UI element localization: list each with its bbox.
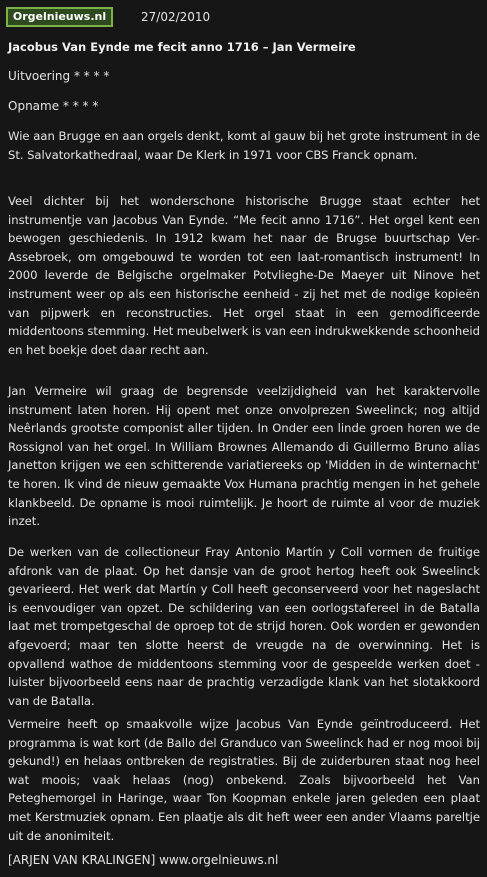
performance-rating: Uitvoering * * * * [8, 69, 110, 83]
source-badge[interactable]: Orgelnieuws.nl [6, 7, 113, 27]
paragraph-2: Veel dichter bij het wonderschone historische Brugge staat echter het instrumentje van Jacobus Van Eynde. “Me fecit anno 1716”. Het orgel kent een bewogen geschiedenis. In 1912 kwam het naar de Brugse buurtschap Ver-Assebroek, om omgebouwd te worden tot een laat-romantisch instrument! In 2000 leverde de Belgische orgelmaker Potvlieghe-De Maeyer uit Ninove het instrument weer op als een historische eenheid - zij het met de nodige kopieën van pijpwerk en reconstructies. Het orgel staat in een gemodificeerde middentoons stemming. Het meubelwerk is van een indrukwekkende schoonheid en het boekje doet daar recht aan. [8, 194, 480, 357]
paragraph-3: Jan Vermeire wil graag de begrensde veelzijdigheid van het karaktervolle instrument laten horen. Hij opent met onze onvolprezen Sweelinck; nog altijd Neêrlands grootste componist aller tijden. In Onder een linde groen horen we de Rossignol van het orgel. In William Brownes Allemando di Guillermo Bruno alias Janetton krijgen we een schitterende variatiereeks op 'Midden in de winternacht' te horen. Ik vind de nieuw gemaakte Vox Humana prachtig mengen in het gehele klankbeeld. De opname is mooi ruimtelijk. Je hoort de ruimte al voor de muziek inzet. [8, 384, 480, 529]
paragraph-1: Wie aan Brugge en aan orgels denkt, komt al gauw bij het grote instrument in de St. Salvatorkathedraal, waar De Klerk in 1971 voor CBS Franck opnam. [8, 129, 480, 162]
review-title: Jacobus Van Eynde me fecit anno 1716 – Jan Vermeire [8, 40, 356, 54]
paragraph-4: De werken van de collectioneur Fray Antonio Martín y Coll vormen de fruitige afdronk van de plaat. Op het dansje van de groot hertog heeft ook Sweelinck gevarieerd. Het werk dat Martín y Coll heeft geconserveerd voor het nageslacht is eenvoudiger van opzet. De schildering van een oorlogstafereel in de Batalla laat met trompetgeschal de oproep tot de strijd horen. Ook worden er gewonden afgevoerd; maar ten slotte heerst de vreugde na de overwinning. Het is opvallend wathoe de middentoons stemming voor de gespeelde werken doet - luister bijvoorbeeld eens naar de prachtig verzadigde klank van het slotakkoord van de Batalla. [8, 545, 480, 708]
author-credit[interactable]: [ARJEN VAN KRALINGEN] www.orgelnieuws.nl [8, 853, 279, 867]
recording-rating: Opname * * * * [8, 99, 99, 113]
paragraph-5: Vermeire heeft op smaakvolle wijze Jacobus Van Eynde geïntroduceerd. Het programma is wat kort (de Ballo del Granduco van Sweelinck had er nog mooi bij gekund!) en helaas ontbreken de registraties. Bij de zuiderburen staat nog heel wat moois; vaak helaas (nog) onbekend. Zoals bijvoorbeeld het Van Peteghemorgel in Haringe, waar Ton Koopman enkele jaren geleden een plaat met Kerstmuziek opnam. Een plaatje als dit heft weer een ander Vlaams pareltje uit de anonimiteit. [8, 717, 480, 843]
publication-date: 27/02/2010 [141, 10, 211, 24]
